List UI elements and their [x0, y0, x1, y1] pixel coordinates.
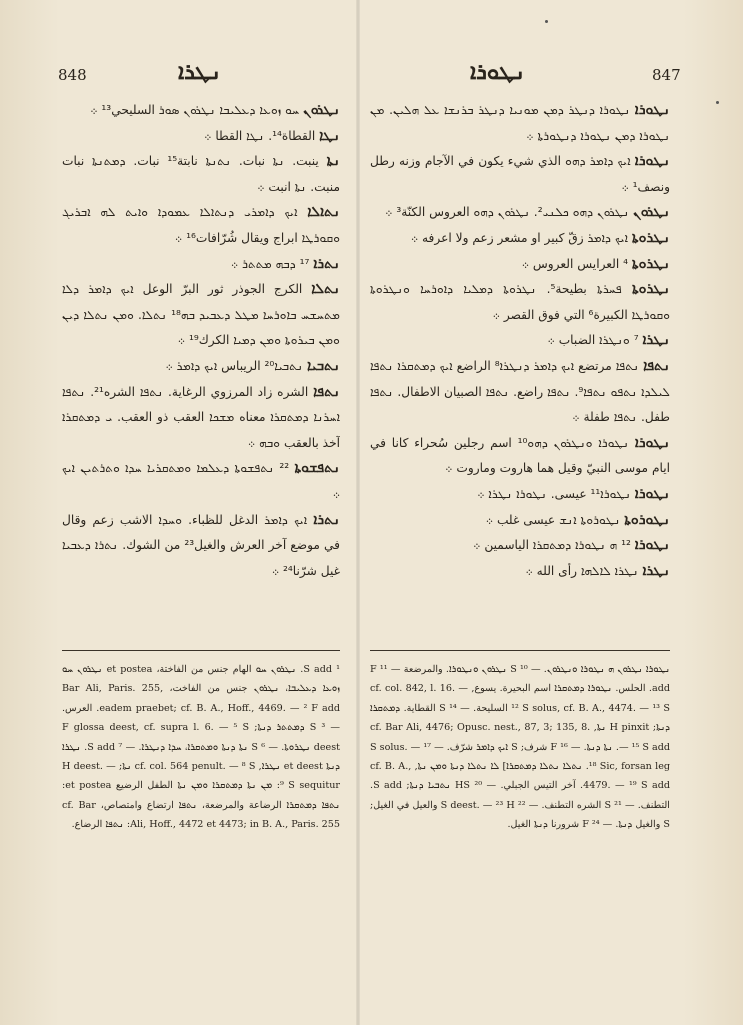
- entry-text: ²² ܢܬܦܫܘܬܐ ܕܥܠܡܐ ܘܡܬܩܪܝܐ ܚܕܐ ܘܬܪܬܝܢ ܐܝܟ ܀: [62, 461, 340, 501]
- entry-text: ܐܝܟ ܕܐܡܪ ܕܗܘ الذي شيء يكون في الآجام وزنه رطل ونصف¹ ܀: [370, 154, 670, 194]
- entry: [62, 456, 340, 507]
- entry-headword: ܢܛܪܘܢ: [303, 102, 340, 118]
- entry: [370, 533, 670, 559]
- entry-headword: ܢܛܪܘܢ: [633, 204, 670, 221]
- entry-text: ܐܝܟ ܕܐܡܪ الدغل للظباء. ܘܚܕܐ الاشب زعم وقال في موضع آخر العرش والغيل²³ من الشوك. ܢܬܪܐ ܕܥܒܝܐ غيل شرّنا²⁴ ܀: [62, 512, 340, 578]
- entry: [62, 508, 340, 585]
- entry: [62, 354, 340, 380]
- entry-text: ܢܛܘܪܐ ܕܢܛܪ ܕܡܢ ܡܘܢܝܐ ܕܢܛܪ ܒܪܢܫܐ ܥܠ ܗܠܝܢ. ܡܢ ܢܛܘܪܐ ܕܡܢ ܢܛܘܪܐ ܕܢܛܘܪܬܐ ܀: [370, 103, 670, 143]
- entry-text: ܢܬܦܐ مرتضع ܐܝܟ ܕܐܡܪ ܕܢܛܪܐ⁸ الراضع ܐܝܟ ܕܡܬܩܪܐ ܢܬܦܐ ܠܝܠܕܐ ܢܬܦܘ ܢܬܦܐ⁹. ܢܬܦܐ راضع. ܢܬܦܐ الصبيان الاطفال. ܢܬܦܐ طفل. ܢܬܦܐ طفلة ܀: [370, 358, 670, 425]
- left-footnotes: ¹ S add. ܢܛܪܘܢ ܚܘ الهام جنس من الفاختة، et postea ܢܛܪܘܢ ܚܘ ܙܘܥܐ ܕܥܠܝܒܐ، ܢܛܪܘܢ جنس من الفاخت، Bar Ali, Paris. 255, eadem praebet; cf. B. A., Hoff., 4469. — ² F add. العرس. — ³ S ܕܡܬܬܪ ܕܢܬܐ; F glossa deest, cf. supra l. 6. — ⁵ S deest ܢܛܪܘܬܐ. — ⁶ S ܢܬܐ ܕܢܬܐ ܘܡܬܩܪܐ، ܚܕܐ ܕܢܛܪܐ. — ⁷ S add. ܢܛܪܐ ܕܢܬܐ et deest ܢܛܪܐ, cf. col. 564 penult. — ⁸ S ܢܬܐ; H deest. — ⁹ S sequitur: ܡܢ ܢܬܐ ܕܡܬܩܪܐ ܘܡܢ ܢܬܐ الطفل الرضيع et postea: ܢܬܦܐ ܕܡܬܩܪܐ الرضاعة والمرضعة، ܢܬܦܐ ارتضاع وامتصاص، cf. Bar Ali, Hoff., 4472 et 4473; in B. A., Paris. 255: ܢܬܦܐ الرضاع.: [62, 664, 340, 831]
- entry-text: ينبت. ܢܬܐ نبات. ܢܬܢܬܐ نابتة¹⁵ نبات. ܕܡܬܢܬܐ نبات منبت. ܢܬܐ انبت ܀: [62, 154, 340, 194]
- entry-headword: ܢܬܒܝܐ: [306, 357, 340, 374]
- paper-speck: [716, 101, 719, 104]
- entry-headword: ܢܛܘܪܘܬܐ: [624, 511, 670, 528]
- entry: [370, 482, 670, 508]
- entry-headword: ܢܛܪܐ: [642, 332, 670, 349]
- left-page-number: 848: [58, 66, 87, 84]
- entry: [370, 354, 670, 431]
- entry-text: ܦܚܪܬܐ بطيحة⁵. ܢܛܪܘܬܐ ܕܡܠܝܐ ܕܐܘܪܚܐ ܘܢܛܪܘܬܐ ܘܩܘܪܛܐ الكبيرة⁶ التي فوق القصر ܀: [370, 282, 670, 322]
- left-entries: [62, 98, 340, 643]
- entry-headword: ܢܛܪܘܬܐ: [631, 281, 670, 298]
- entry: [62, 200, 340, 251]
- entry: [370, 277, 670, 328]
- entry-text: ⁴ العرايس العروس ܀: [521, 256, 629, 271]
- entry: [62, 98, 340, 124]
- entry-text: ܢܛܪܐ ܠܐܠܗܐ رأى الله ܀: [525, 563, 639, 578]
- entry-headword: ܢܛܘܪܐ: [634, 434, 670, 451]
- entry: [62, 124, 340, 150]
- entry-headword: ܢܬܦܐ: [643, 357, 670, 374]
- entry: [370, 559, 670, 585]
- entry-headword: ܢܛܪܐ: [642, 562, 670, 579]
- entry-text: القطاة¹⁴. ܢܛܐ القطا ܀: [204, 128, 316, 143]
- entry-headword: ܢܛܘܪܐ: [634, 537, 670, 554]
- entry-headword: ܢܬܪܐ: [313, 255, 340, 272]
- entry: [370, 252, 670, 278]
- right-footnote-rule: [370, 650, 670, 651]
- entry-text: الشره زاد المرزوي الرغاية. ܢܬܦܐ الشره²¹. ܢܬܦܐ ܐܚܪܢܐ ܕܡܬܩܪܐ معناه ܡܫܟܐ العقب ذو العقب. ܝ ܕܡܬܩܪܐ آخذ بالعقب ܘܒܗ ܀: [62, 384, 340, 450]
- entry-headword: ܢܛܪܘܬܐ: [631, 229, 670, 246]
- entry-headword: ܢܛܪܘܬܐ: [631, 255, 670, 272]
- entry: [62, 277, 340, 354]
- entry-text: ܢܛܪܘܢ ܕܗܘ ܟܠܢܝ². ܢܛܪܘܢ ܕܗܘ العروس الكنّة³ ܀: [385, 205, 630, 220]
- entry-headword: ܢܬܦܫܘܬܐ: [294, 460, 340, 477]
- entry-headword: ܢܛܘܪܐ: [634, 102, 670, 118]
- entry-headword: ܢܬܦܐ: [313, 383, 340, 400]
- right-running-head: ܢܛܘܪܐ: [470, 60, 526, 85]
- entry-text: ¹² ܗ ܢܛܘܪܐ ܕܡܬܩܪܐ الياسمين ܀: [473, 538, 631, 553]
- entry-text: ܐܝܟ ܕܐܡܪ زقّ كبير او مشعر زعم ولا اعرفه ܀: [410, 230, 629, 245]
- right-footnotes: ܢܛܘܪܐ ܢܛܪܘܢ ܗ ܢܛܘܪܐ ܘܢܛܪܘܢ. — ¹⁰ S ܢܛܪܘܢ ܘܢܛܘܪܐ. والمرضعة — ¹¹ F add. الحلس. ܢܛܘܪܐ ܕܡܬܩܪܐ اسم البحيرة. يسوع, cf. col. 842, l. 16. — ¹² S solus, cf. B. A., 4474. — ¹³ S السليحة. — ¹⁴ S القطاية. ܕܡܬܩܪܐ ܕܢܬܐ; H pinxit ܢܬܐ, cf. Bar Ali, 4476; Opusc. nest., 87, 3; 135, 8. — ¹⁵ S add. ܢܬܐ ܕܢܬܐ. — ¹⁶ F شرف; S ܐܝܟ ܕܐܡܪ شرّف. — ¹⁷ S solus. — ¹⁸ Sic, forsan leg. ܢܬܠܐ ܢܬܠܐ ܕܡܬܩܪܐ] ܠܐ ܢܬܠܐ ܕܢܬܐ ܘܡܢ ܢܬܐ, cf. B. A., 4479. — ¹⁹ S add. آخر التيس الجبلي. — ²⁰ HS ܢܬܒܝܐ ܕܢܬܐ; S add. التطنف. — ²¹ S الشره التطنف. — ²² S deest. — ²³ H والعيل في الغيل; S والغيل ܕܢܬܐ. — ²⁴ F شرورنا ܕܢܬܐ الغيل.: [370, 664, 670, 831]
- entry-text: ܢܬܒܝܐ²⁰ الريباس ܐܝܟ ܕܐܡܪ ܀: [165, 358, 304, 373]
- entry: [62, 149, 340, 200]
- entry-text: ⁷ ܘܢܛܪܐ الضباب ܀: [547, 333, 639, 348]
- entry-text: ܢܛܘܪܘܬܐ ܐܢܫ عيسى غلب ܀: [485, 512, 621, 527]
- entry-headword: ܢܛܐ: [319, 127, 340, 144]
- entry: [370, 149, 670, 200]
- entry-text: ܚܘ ܙܘܥܐ ܕܥܠܝܒܐ ܢܛܪܘܢ ܣܘܪ السليحي¹³ ܀: [90, 103, 300, 117]
- left-running-head: ܢܛܪܐ: [178, 60, 222, 85]
- entry-text: الكرج الجوذر ثور البرّ الوعل ܐܝܟ ܕܐܡܪ ܕܠܐ ܡܬܚܫܚ ܒܐܘܪܚܐ ܡܛܠ ܕܥܒܝܕ ܒܗ¹⁸ ܢܬܠܐ. ܘܡܢ ܢܬܠܐ ܕܝܢ ܘܡܢ ܒܝܪܘܬܐ ܘܡܢ ܕܡܝܐ الكرك¹⁹ ܀: [62, 282, 340, 348]
- entry-headword: ܢܬܐܠܐ: [307, 204, 340, 221]
- entry-headword: ܢܛܘܪܐ: [634, 485, 670, 502]
- entry: [370, 98, 670, 149]
- entry-text: ܢܛܘܪܐ ܘܢܛܪܘܢ ܕܗܘ¹⁰ اسم رجلين سُحراء كانا في ايام موسى النبيّ وقيل هما هاروت وماروت ܀: [370, 435, 670, 476]
- book-gutter: [356, 0, 360, 1025]
- entry: [370, 200, 670, 226]
- entry: [370, 431, 670, 482]
- entry-headword: ܢܬܠܐ: [311, 281, 340, 298]
- right-entries: [370, 98, 670, 643]
- entry-headword: ܢܬܐ: [326, 153, 340, 170]
- entry: [62, 380, 340, 457]
- entry-text: ¹⁷ ܕܒܗ ܡܬܬܪ ܀: [230, 256, 310, 271]
- entry-headword: ܢܛܘܪܐ: [634, 153, 670, 170]
- entry: [370, 508, 670, 534]
- paper-speck: [545, 20, 548, 23]
- entry-text: ܢܛܘܪܐ¹¹ عيسى. ܢܛܘܪܐ ܢܛܪܐ ܀: [477, 486, 631, 501]
- entry: [62, 252, 340, 278]
- right-page-number: 847: [652, 66, 681, 84]
- entry-text: ܐܝܟ ܕܐܡܪܝ ܕܢܬܐܠܐ ܥܡܘܕܐ ܘܐܝܬ ܠܗ ܐܒܪܝܓ ܘܩܘܪܛܐ ابراج ويقال شُرّافات¹⁶ ܀: [62, 205, 340, 245]
- entry: [370, 328, 670, 354]
- left-footnote-rule: [62, 650, 340, 651]
- entry-headword: ܢܬܪܐ: [313, 511, 340, 528]
- entry: [370, 226, 670, 252]
